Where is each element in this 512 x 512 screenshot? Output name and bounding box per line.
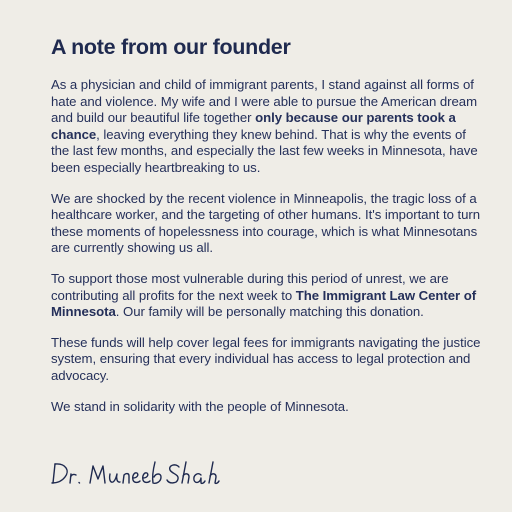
paragraph-4 xyxy=(51,335,482,385)
paragraph-3 xyxy=(51,271,482,321)
paragraph-1-emphasis: only because our parents took a chance xyxy=(51,110,456,142)
paragraph-2 xyxy=(51,191,482,257)
paragraph-5-text-1: We stand in solidarity with the people of Minnesota. xyxy=(51,398,349,414)
paragraph-1-text-2: , leaving everything they knew behind. That is why the events of the last few months, and especially the last few weeks in Minnesota, have been especially heartbreaking to us. xyxy=(51,126,478,175)
paragraph-1 xyxy=(51,77,482,177)
paragraph-3-emphasis: The Immigrant Law Center of Minnesota xyxy=(51,287,477,320)
founder-signature xyxy=(51,456,251,490)
note-body xyxy=(51,77,482,415)
paragraph-1-text-1: As a physician and child of immigrant parents, I stand against all forms of hate and violence. My wife and I were able to pursue the American dream and build our beautiful life together xyxy=(51,77,478,126)
paragraph-4-text-1: These funds will help cover legal fees for immigrants navigating the justice system, ensuring that every individual has access to legal protection and advocacy. xyxy=(51,334,481,383)
paragraph-3-text-1: To support those most vulnerable during this period of unrest, we are contributing all profits for the next week to xyxy=(51,270,449,303)
paragraph-2-text-1: We are shocked by the recent violence in Minneapolis, the tragic loss of a healthcare worker, and the targeting of other humans. It's important to turn these moments of hopelessness into courage, which is what Minnesotans are currently showing us all. xyxy=(51,190,481,256)
page-title: A note from our founder xyxy=(51,35,291,59)
paragraph-5 xyxy=(51,399,482,416)
paragraph-3-text-2: . Our family will be personally matching this donation. xyxy=(115,304,424,320)
